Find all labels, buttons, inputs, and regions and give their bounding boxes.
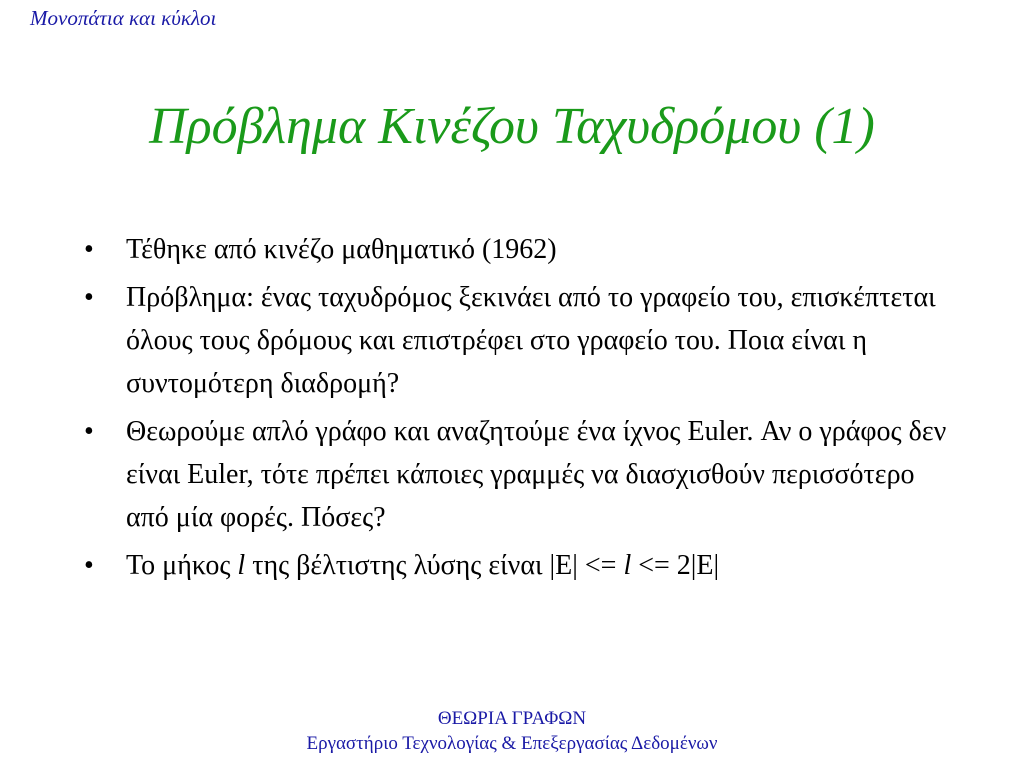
bullet-icon: • <box>84 416 94 447</box>
bullet-text-part: Το μήκος <box>126 550 238 581</box>
header-topic: Μονοπάτια και κύκλοι <box>30 6 217 30</box>
bullet-text: Θεωρούμε απλό γράφο και αναζητούμε ένα ίχνος Euler. Αν ο γράφος δεν είναι Euler, τότε πρέπει κάποιες γραμμές να διασχισθούν περισσότερο από μία φορές. Πόσες? <box>126 416 947 533</box>
bullet-item <box>84 276 954 405</box>
bullet-text: Τέθηκε από κινέζο μαθηματικό (1962) <box>126 234 557 265</box>
bullet-item <box>84 410 954 539</box>
footer <box>0 706 1024 756</box>
bullet-item <box>84 228 954 271</box>
bullet-icon: • <box>84 550 94 581</box>
slide-title: Πρόβλημα Κινέζου Ταχυδρόμου (1) <box>149 98 875 155</box>
bullet-icon: • <box>84 282 94 313</box>
footer-lab-name: Εργαστήριο Τεχνολογίας & Επεξεργασίας Δεδομένων <box>306 733 718 754</box>
math-variable: l <box>237 550 246 581</box>
bullet-text-part: <= 2|E| <box>631 550 720 581</box>
bullet-list <box>84 228 954 592</box>
bullet-icon: • <box>84 234 94 265</box>
bullet-item <box>84 544 954 587</box>
bullet-text-part: της βέλτιστης λύσης είναι |E| <= <box>245 550 624 581</box>
footer-course-title: ΘΕΩΡΙΑ ΓΡΑΦΩΝ <box>437 708 587 729</box>
bullet-text: Πρόβλημα: ένας ταχυδρόμος ξεκινάει από το γραφείο του, επισκέπτεται όλους τους δρόμους και επιστρέφει στο γραφείο του. Ποια είναι η συντομότερη διαδρομή? <box>126 282 936 399</box>
math-variable: l <box>623 550 632 581</box>
